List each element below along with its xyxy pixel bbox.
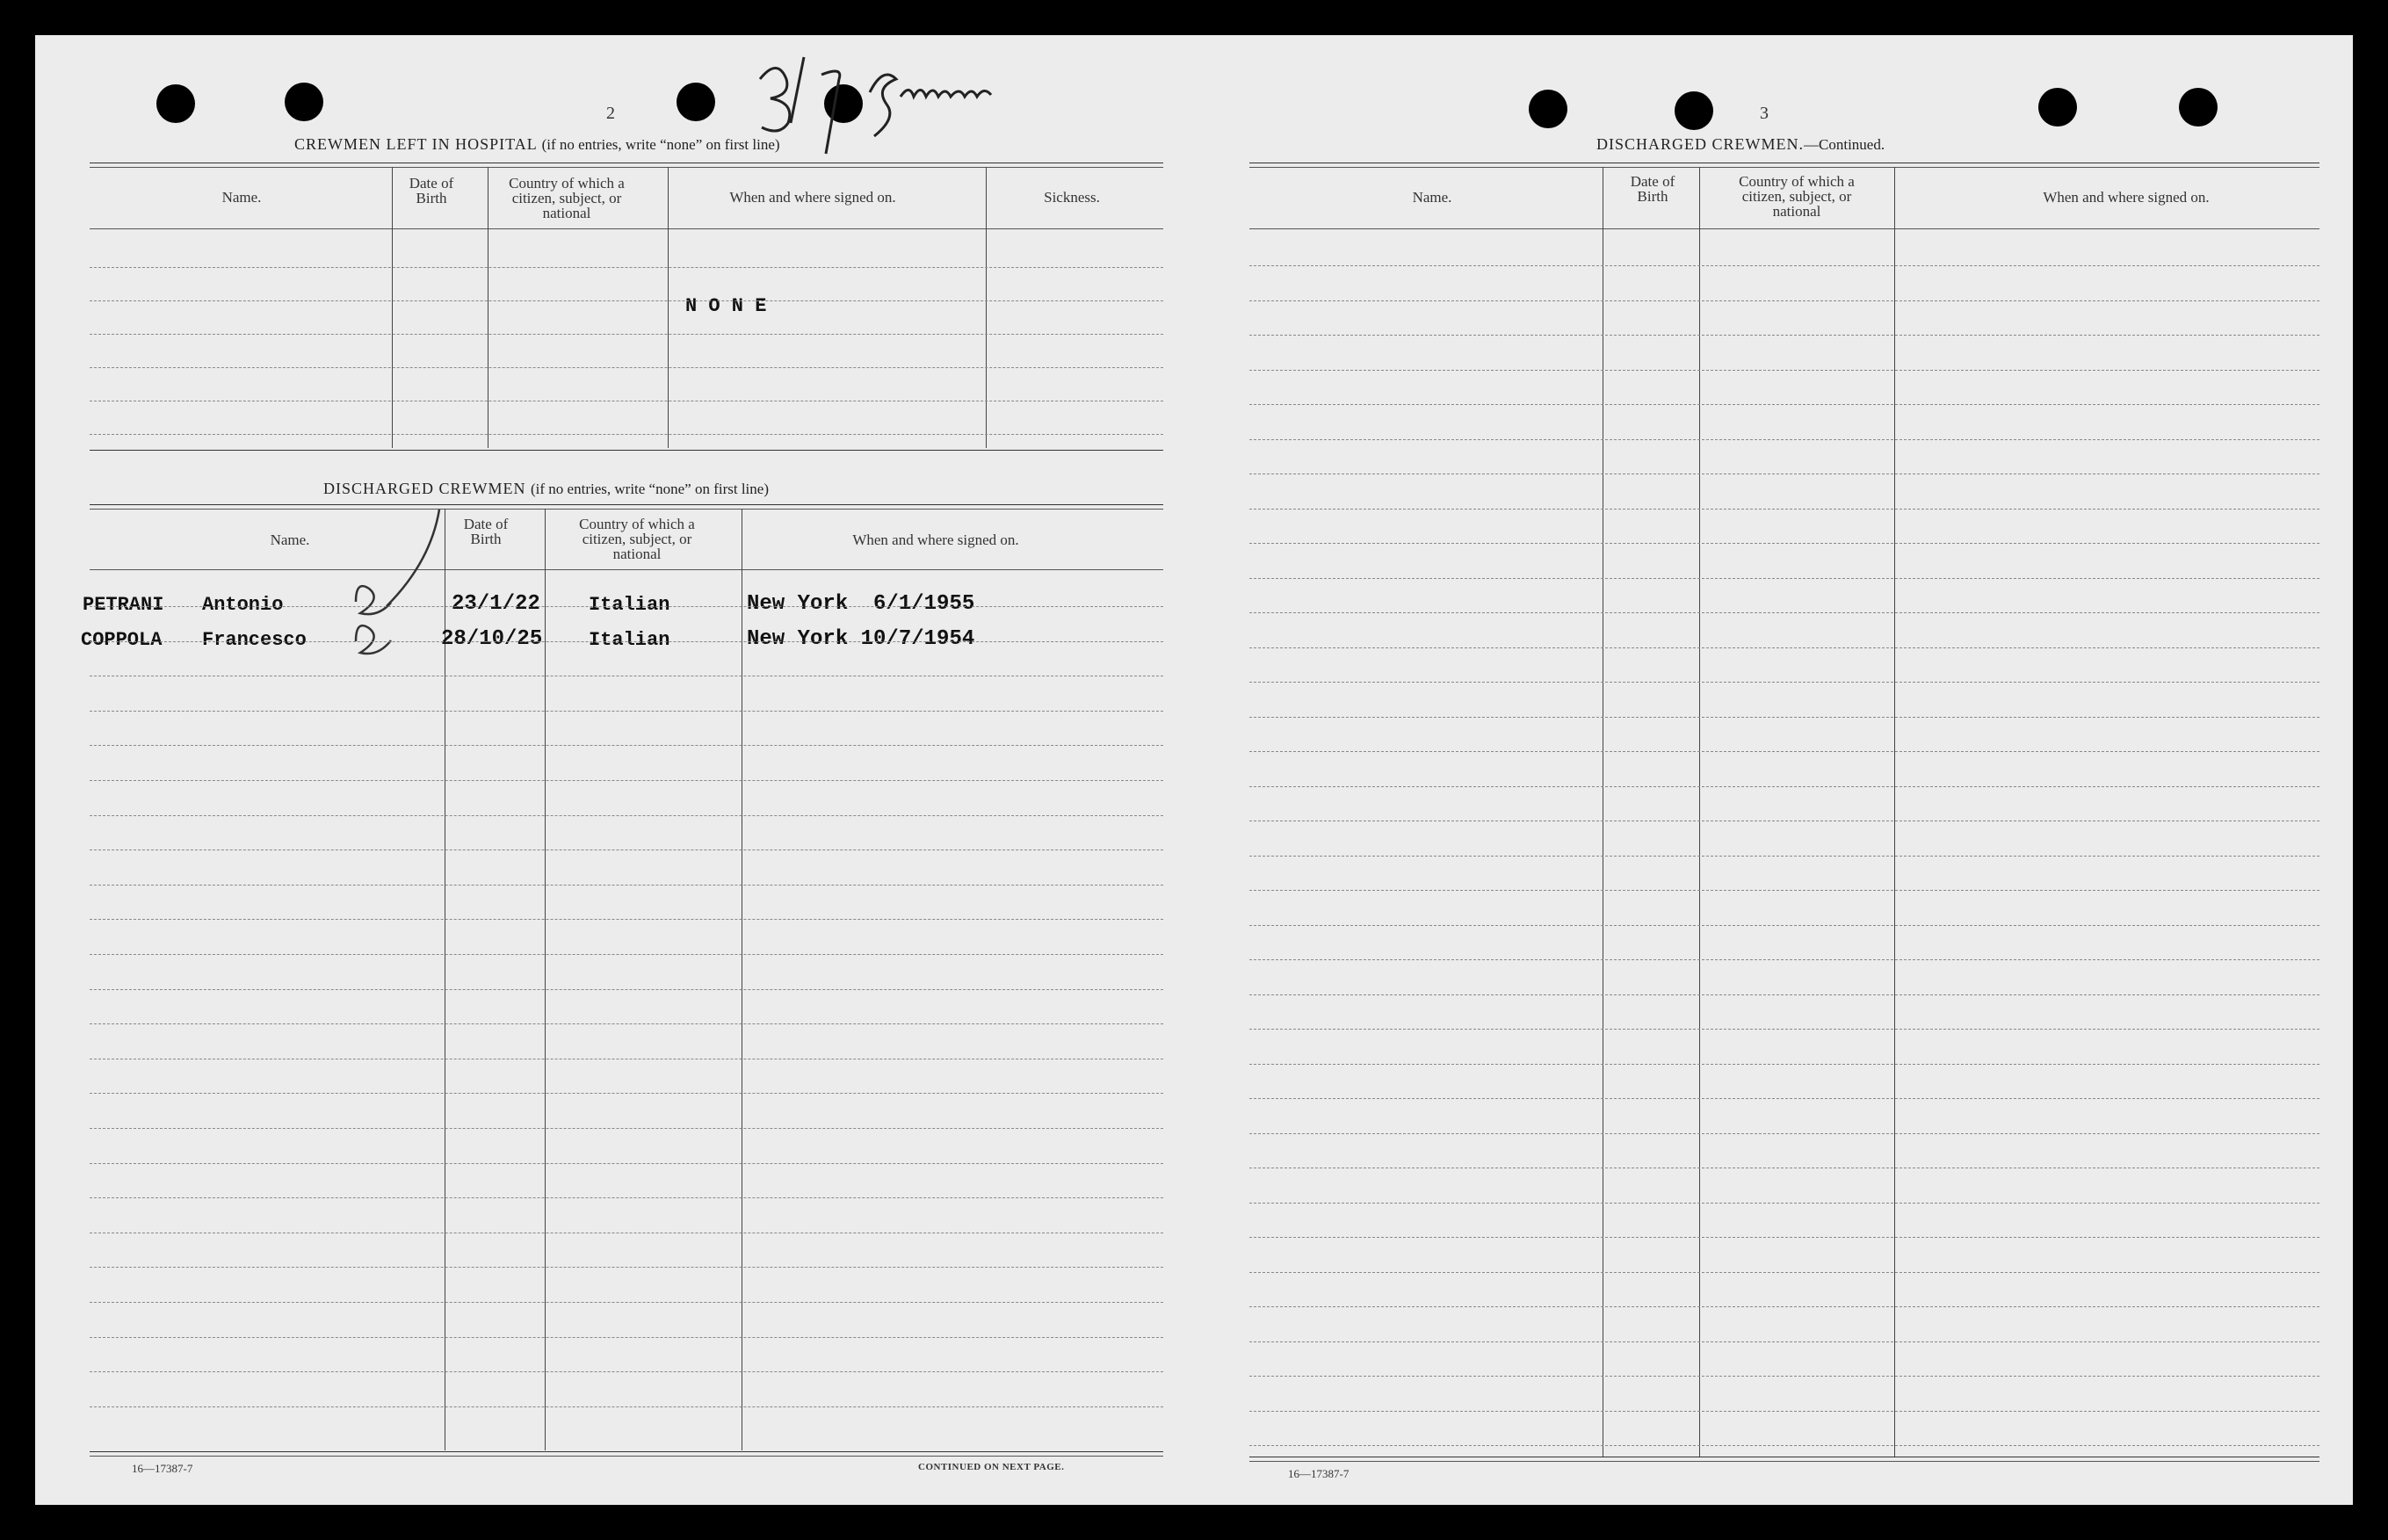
ruled-line: [90, 434, 1163, 435]
ruled-line: [1249, 1341, 2319, 1342]
right-bottom-rule-2: [1249, 1461, 2319, 1462]
discharged-col-signed: When and where signed on.: [852, 531, 1019, 548]
hospital-col-signed: When and where signed on.: [729, 189, 896, 206]
ruled-line: [90, 1371, 1163, 1372]
right-divider: [1894, 167, 1895, 1457]
hospital-divider: [986, 167, 987, 448]
ruled-line: [1249, 509, 2319, 510]
ruled-line: [1249, 647, 2319, 648]
ruled-line: [1249, 856, 2319, 857]
discharged-top-rule-2: [90, 509, 1163, 510]
ruled-line: [90, 300, 1163, 301]
ruled-line: [90, 1406, 1163, 1407]
hospital-col-country: Country of which a citizen, subject, or national: [509, 175, 625, 221]
discharged-col-dob: Date of Birth: [463, 516, 509, 547]
ruled-line: [90, 641, 1163, 642]
crew-dob: 28/10/25: [441, 627, 543, 651]
punch-hole: [1675, 91, 1713, 130]
right-form-number: 16—17387-7: [1288, 1467, 1350, 1480]
ruled-line: [1249, 1029, 2319, 1030]
punch-hole: [2179, 88, 2218, 127]
ruled-line: [90, 954, 1163, 955]
right-header-rule: [1249, 228, 2319, 229]
hospital-divider: [392, 167, 393, 448]
ruled-line: [1249, 543, 2319, 544]
ruled-line: [1249, 890, 2319, 891]
ruled-line: [90, 1302, 1163, 1303]
right-col-signed: When and where signed on.: [2043, 189, 2210, 206]
ruled-line: [1249, 1064, 2319, 1065]
right-section-title: [1596, 135, 1885, 154]
handwritten-checkmark: [308, 492, 483, 685]
hospital-divider: [668, 167, 669, 448]
punch-hole: [2038, 88, 2077, 127]
ruled-line: [1249, 1376, 2319, 1377]
punch-hole: [677, 83, 715, 121]
discharged-header-rule: [90, 569, 1163, 570]
ruled-line: [1249, 1203, 2319, 1204]
ruled-line: [1249, 751, 2319, 752]
crew-signed-on: New York 10/7/1954: [747, 627, 975, 651]
hospital-instruction: (if no entries, write “none” on first line): [541, 136, 780, 153]
right-divider: [1699, 167, 1700, 1457]
ruled-line: [1249, 404, 2319, 405]
ruled-line: [90, 815, 1163, 816]
ruled-line: [90, 367, 1163, 368]
ruled-line: [1249, 1133, 2319, 1134]
ruled-line: [90, 1093, 1163, 1094]
left-page-number: 2: [606, 104, 615, 123]
ruled-line: [1249, 1272, 2319, 1273]
punch-hole: [1529, 90, 1567, 128]
ruled-line: [1249, 682, 2319, 683]
ruled-line: [90, 1163, 1163, 1164]
ruled-line: [90, 1197, 1163, 1198]
crew-surname: COPPOLA: [81, 629, 163, 651]
ruled-line: [90, 989, 1163, 990]
ruled-line: [90, 1337, 1163, 1338]
hospital-col-sickness: Sickness.: [1044, 189, 1100, 206]
ruled-line: [90, 745, 1163, 746]
ruled-line: [1249, 925, 2319, 926]
ruled-line: [90, 919, 1163, 920]
hospital-title-text: CREWMEN LEFT IN HOSPITAL: [294, 135, 538, 153]
hospital-top-rule-2: [90, 167, 1163, 168]
right-col-name: Name.: [1412, 189, 1452, 206]
ruled-line: [90, 334, 1163, 335]
crew-given-name: Francesco: [202, 629, 307, 651]
crew-dob: 23/1/22: [452, 592, 540, 616]
hospital-none-entry: N O N E: [685, 295, 767, 317]
discharged-instruction: (if no entries, write “none” on first line): [531, 481, 769, 497]
discharged-col-country: Country of which a citizen, subject, or national: [579, 516, 695, 562]
ruled-line: [1249, 1411, 2319, 1412]
discharged-bottom-rule-2: [90, 1456, 1163, 1457]
discharged-top-rule: [90, 504, 1163, 505]
hospital-col-dob: Date of Birth: [409, 175, 454, 206]
ruled-line: [1249, 1237, 2319, 1238]
crew-signed-on: New York 6/1/1955: [747, 592, 975, 616]
hospital-bottom-rule: [90, 450, 1163, 451]
ruled-line: [90, 1128, 1163, 1129]
ruled-line: [1249, 300, 2319, 301]
hospital-section-title: [294, 135, 780, 154]
right-title-text: DISCHARGED CREWMEN.: [1596, 135, 1805, 153]
ruled-line: [1249, 1306, 2319, 1307]
ruled-line: [90, 780, 1163, 781]
discharged-col-name: Name.: [270, 531, 310, 548]
ruled-line: [1249, 786, 2319, 787]
discharged-divider: [545, 509, 546, 1450]
ruled-line: [1249, 335, 2319, 336]
right-title-suffix: —Continued.: [1804, 136, 1885, 153]
ruled-line: [1249, 439, 2319, 440]
ruled-line: [1249, 994, 2319, 995]
ruled-line: [90, 267, 1163, 268]
ruled-line: [90, 1023, 1163, 1024]
hospital-col-name: Name.: [221, 189, 262, 206]
ruled-line: [1249, 265, 2319, 266]
right-top-rule-2: [1249, 167, 2319, 168]
right-col-dob: Date of Birth: [1630, 173, 1675, 205]
document-scan: [35, 35, 2353, 1505]
crew-given-name: Antonio: [202, 594, 284, 616]
discharged-bottom-rule: [90, 1451, 1163, 1452]
continued-note: CONTINUED ON NEXT PAGE.: [918, 1462, 1065, 1472]
hospital-header-rule: [90, 228, 1163, 229]
punch-hole: [285, 83, 323, 121]
crew-country: Italian: [589, 594, 670, 616]
discharged-title-text: DISCHARGED CREWMEN: [323, 480, 526, 497]
crew-country: Italian: [589, 629, 670, 651]
ruled-line: [1249, 1098, 2319, 1099]
ruled-line: [1249, 578, 2319, 579]
ruled-line: [90, 711, 1163, 712]
right-page-number: 3: [1760, 104, 1769, 123]
ruled-line: [90, 885, 1163, 886]
crew-surname: PETRANI: [83, 594, 164, 616]
ruled-line: [1249, 370, 2319, 371]
ruled-line: [1249, 1445, 2319, 1446]
ruled-line: [1249, 717, 2319, 718]
ruled-line: [1249, 959, 2319, 960]
punch-hole: [156, 84, 195, 123]
ruled-line: [90, 606, 1163, 607]
ruled-line: [90, 1267, 1163, 1268]
right-col-country: Country of which a citizen, subject, or national: [1739, 173, 1855, 220]
left-form-number: 16—17387-7: [132, 1462, 193, 1475]
ruled-line: [1249, 612, 2319, 613]
